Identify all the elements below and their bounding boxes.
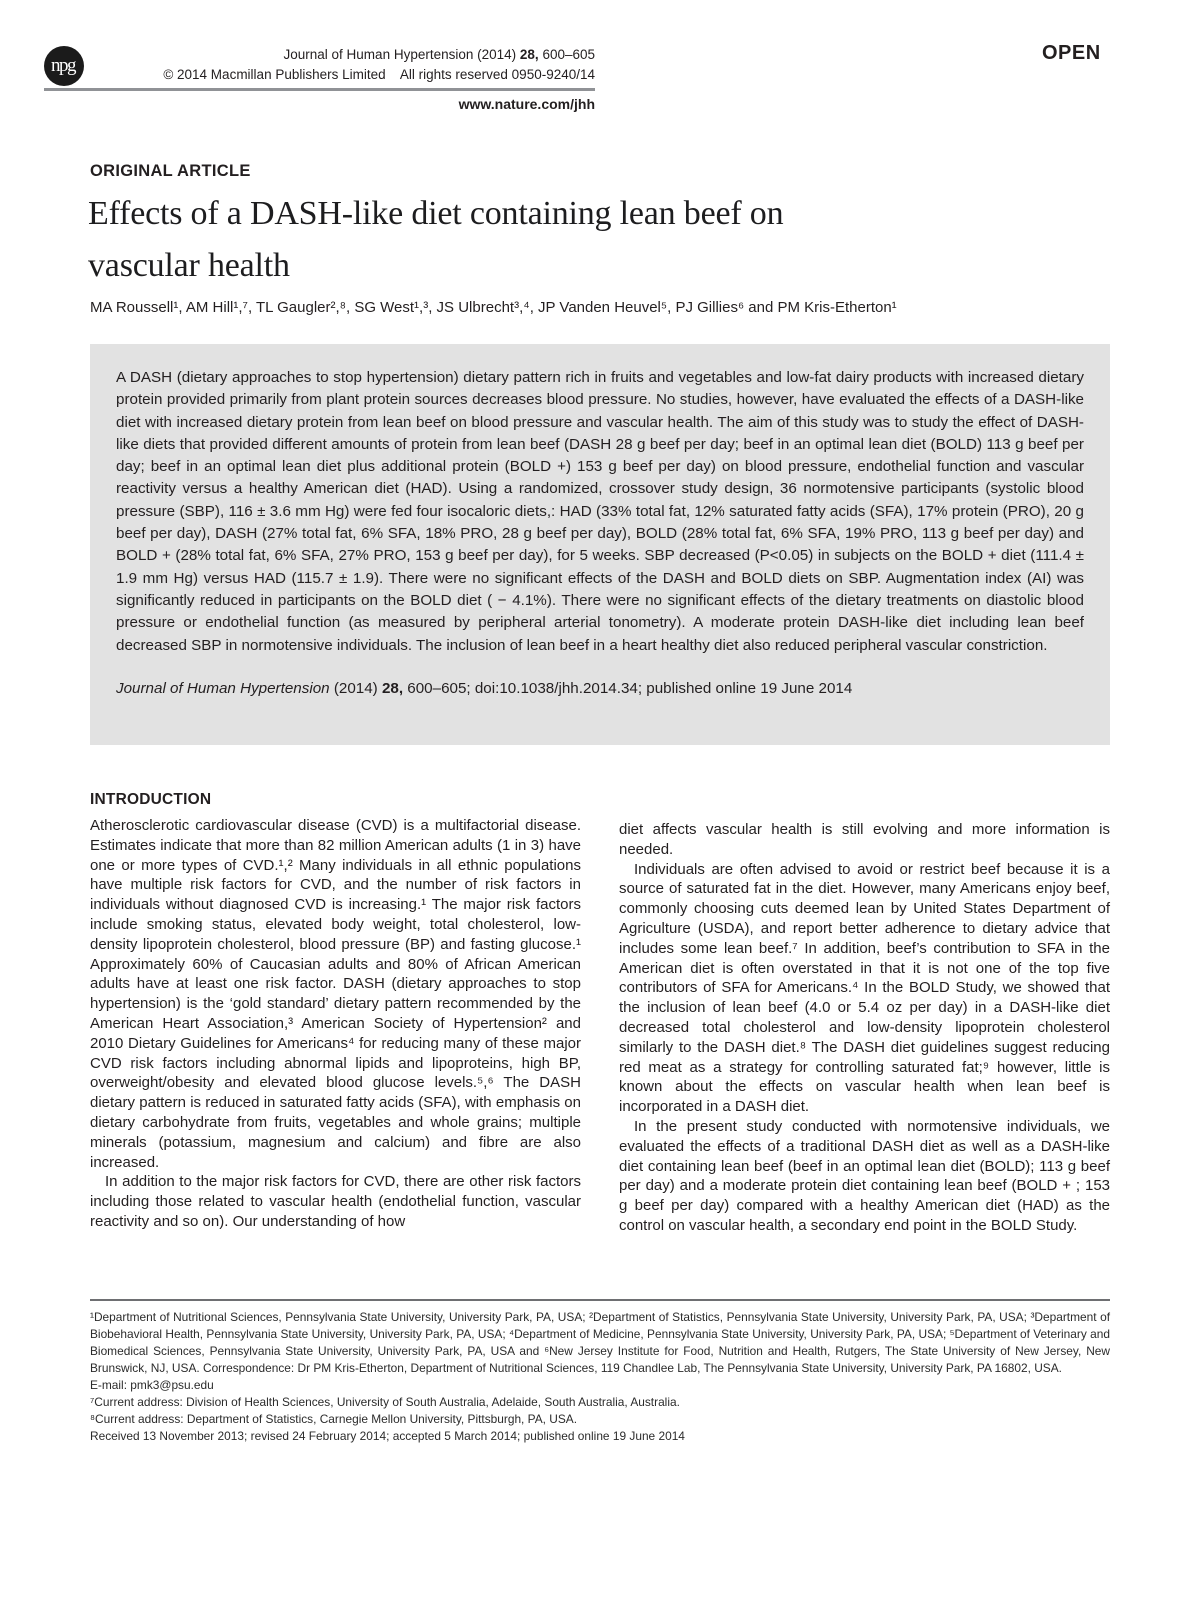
journal-citation-pre: Journal of Human Hypertension (2014): [283, 47, 520, 62]
email-line[interactable]: E-mail: pmk3@psu.edu: [90, 1378, 214, 1392]
introduction-heading: INTRODUCTION: [90, 791, 212, 808]
journal-url-link[interactable]: www.nature.com/jhh: [458, 96, 595, 112]
left-column: [90, 791, 581, 1236]
abstract-citation-rest: 600–605; doi:10.1038/jhh.2014.34; published online 19 June 2014: [403, 679, 853, 697]
footnotes-block: [90, 1309, 1110, 1445]
header-citation-block: [95, 45, 595, 85]
intro-paragraph: Atherosclerotic cardiovascular disease (CVD) is a multifactorial disease. Estimates indicate that more than 82 million American adults (1 in 3) have one or more types of CVD.¹,² Many individuals in all ethnic populations have multiple risk factors for CVD, and the number of risk factors in individuals without diagnosed CVD is increasing.¹ The major risk factors include smoking status, elevated body weight, total cholesterol, low-density lipoprotein cholesterol, blood pressure (BP) and fasting glucose.¹ Approximately 60% of Caucasian adults and 80% of African American adults have at least one risk factor. DASH (dietary approaches to stop hypertension) is the ‘gold standard’ dietary pattern recommended by the American Heart Association,³ American Society of Hypertension² and 2010 Dietary Guidelines for Americans⁴ for reducing many of these major CVD risk factors including abnormal lipids and lipoproteins, high BP, overweight/obesity and elevated blood glucose levels.⁵,⁶ The DASH dietary pattern is reduced in saturated fatty acids (SFA), with emphasis on dietary carbohydrate from fruits, vegetables and whole grains; multiple minerals (potassium, magnesium and calcium) and fibre are also increased.: [90, 817, 581, 1171]
abstract-box: [90, 344, 1110, 745]
footnote-rule: [90, 1299, 1110, 1301]
current-address-footnote-8: ⁸Current address: Department of Statistics, Carnegie Mellon University, Pittsburgh, PA, USA.: [90, 1412, 577, 1426]
received-line: Received 13 November 2013; revised 24 February 2014; accepted 5 March 2014; published online 19 June 2014: [90, 1429, 685, 1443]
introduction-columns: [90, 791, 1110, 1236]
intro-paragraph: diet affects vascular health is still evolving and more information is needed.: [619, 821, 1110, 858]
abstract-citation-year: (2014): [329, 679, 382, 697]
journal-citation: [95, 45, 595, 65]
abstract-citation: [116, 680, 1084, 697]
intro-paragraph: In addition to the major risk factors for CVD, there are other risk factors including those related to vascular health (endothelial function, vascular reactivity and so on). Our understanding of how: [90, 1173, 581, 1230]
right-column: [619, 820, 1110, 1236]
article-title-line2: vascular health: [88, 247, 290, 284]
article-title-line1: Effects of a DASH-like diet containing lean beef on: [88, 195, 784, 232]
npg-logo-icon: [44, 46, 84, 86]
article-title: [88, 188, 1038, 292]
header-rule: [44, 88, 595, 91]
intro-paragraph: In the present study conducted with normotensive individuals, we evaluated the effects of a traditional DASH diet as well as a DASH-like diet containing lean beef (beef in an optimal lean diet (BOLD); 113 g beef per day) and a moderate protein diet containing lean beef (BOLD + ; 153 g beef per day) compared with a healthy American diet (HAD) as the control on vascular health, a secondary end point in the BOLD Study.: [619, 1117, 1110, 1234]
abstract-citation-volume: 28,: [381, 679, 404, 697]
affiliations-footnote: ¹Department of Nutritional Sciences, Pennsylvania State University, University Park, PA, USA; ²Department of Statistics, Pennsylvania State University, University Park, PA, USA; ³Department of Biobehavioral Health, Pennsylvania State University, University Park, PA, USA; ⁴Department of Medicine, Pennsylvania State University, University Park, PA, USA; ⁵Department of Veterinary and Biomedical Sciences, Pennsylvania State University, University Park, PA, USA and ⁶New Jersey Institute for Food, Nutrition and Health, Rutgers, The State University of New Jersey, New Brunswick, NJ, USA. Correspondence: Dr PM Kris-Etherton, Department of Nutritional Sciences, 119 Chandlee Lab, The Pennsylvania State University, University Park, PA 16802, USA.: [90, 1310, 1110, 1375]
intro-paragraph: Individuals are often advised to avoid or restrict beef because it is a source of saturated fat in the diet. However, many Americans enjoy beef, commonly choosing cuts deemed lean by United States Department of Agriculture (USDA), and report better adherence to dietary advice that includes some lean beef.⁷ In addition, beef’s contribution to SFA in the American diet is often overstated in that it is not one of the top five contributors of SFA for Americans.⁴ In the BOLD Study, we showed that the inclusion of lean beef (4.0 or 5.4 oz per day) in a DASH-like diet decreased total cholesterol and low-density lipoprotein cholesterol similarly to the DASH diet.⁸ The DASH diet guidelines suggest reducing red meat as a strategy for controlling saturated fat;⁹ however, little is known about the effects on vascular health when lean beef is incorporated in a DASH diet.: [619, 860, 1110, 1116]
article-kicker: ORIGINAL ARTICLE: [90, 162, 251, 180]
copyright-line: © 2014 Macmillan Publishers Limited All rights reserved 0950-9240/14: [163, 67, 595, 82]
open-access-badge: OPEN: [1042, 42, 1101, 64]
journal-citation-volume: 28,: [519, 47, 539, 62]
npg-logo-text: npg: [51, 55, 75, 76]
current-address-footnote-7: ⁷Current address: Division of Health Sciences, University of South Australia, Adelaide, South Australia, Australia.: [90, 1395, 680, 1409]
abstract-citation-journal: Journal of Human Hypertension: [116, 679, 330, 697]
abstract-text: A DASH (dietary approaches to stop hypertension) dietary pattern rich in fruits and vegetables and low-fat dairy products with increased dietary protein provided primarily from plant protein sources decreases blood pressure. No studies, however, have evaluated the effects of a DASH-like diet with increased dietary protein from lean beef on blood pressure and vascular health. The aim of this study was to study the effect of DASH-like diets that provided different amounts of protein from lean beef (DASH 28 g beef per day; beef in an optimal lean diet (BOLD) 113 g beef per day; beef in an optimal lean diet plus additional protein (BOLD +) 153 g beef per day) on blood pressure, endothelial function and vascular reactivity versus a healthy American diet (HAD). Using a randomized, crossover study design, 36 normotensive participants (systolic blood pressure (SBP), 116 ± 3.6 mm Hg) were fed four isocaloric diets,: HAD (33% total fat, 12% saturated fatty acids (SFA), 17% protein (PRO), 20 g beef per day), DASH (27% total fat, 6% SFA, 18% PRO, 28 g beef per day), BOLD (28% total fat, 6% SFA, 19% PRO, 113 g beef per day) and BOLD + (28% total fat, 6% SFA, 27% PRO, 153 g beef per day), for 5 weeks. SBP decreased (P<0.05) in subjects on the BOLD + diet (111.4 ± 1.9 mm Hg) versus HAD (115.7 ± 1.9). There were no significant effects of the DASH and BOLD diets on SBP. Augmentation index (AI) was significantly reduced in participants on the BOLD diet ( − 4.1%). There were no significant effects of the dietary treatments on diastolic blood pressure or endothelial function (as measured by peripheral arterial tonometry). A moderate protein DASH-like diet including lean beef decreased SBP in normotensive individuals. The inclusion of lean beef in a heart healthy diet also reduced peripheral vascular constriction.: [116, 369, 1084, 654]
authors-line: MA Roussell¹, AM Hill¹,⁷, TL Gaugler²,⁸, SG West¹,³, JS Ulbrecht³,⁴, JP Vanden Heuvel⁵, PJ Gillies⁶ and PM Kris-Etherton¹: [90, 299, 897, 316]
journal-citation-pages: 600–605: [538, 47, 595, 62]
